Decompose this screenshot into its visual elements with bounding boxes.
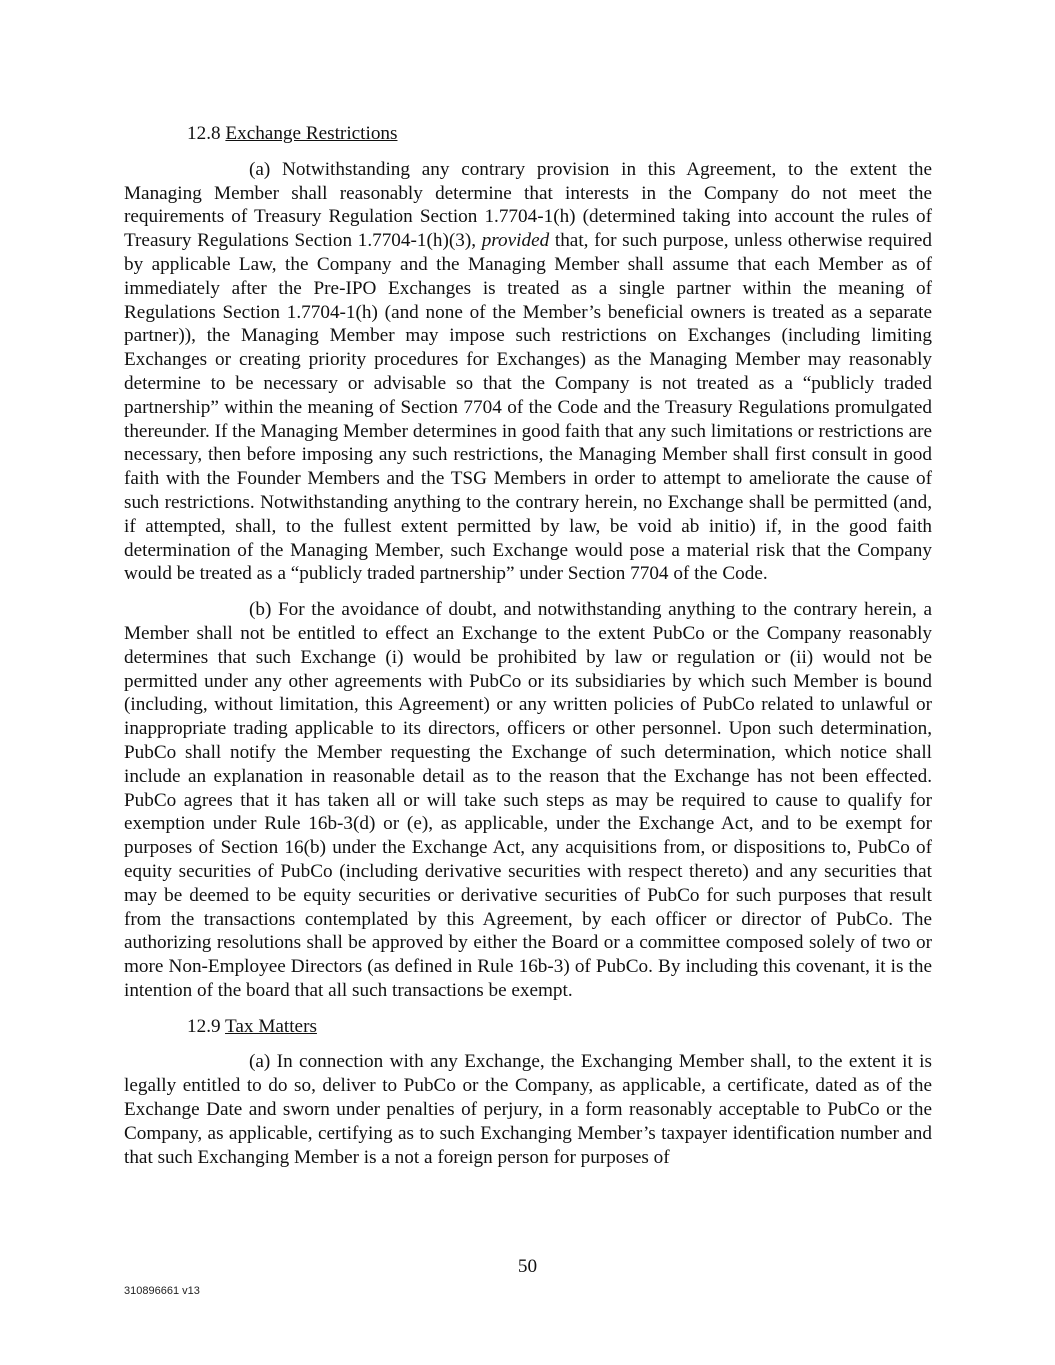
page-number: 50 <box>517 1256 538 1277</box>
section-12-9-paragraph-a: (a) In connection with any Exchange, the Exchanging Member shall, to the extent it is legally entitled to do so, deliver to PubCo or the Company, as applicable, a certificate, dated as of the Exchange Date and sworn under penalties of perjury, in a form reasonably acceptable to PubCo or the Company, as applicable, certifying as to such Exchanging Member’s taxpayer identification number and that such Exchanging Member is a not a foreign person for purposes of <box>124 1051 932 1168</box>
document-body <box>124 122 932 1181</box>
section-12-9-heading <box>124 1015 932 1039</box>
section-number: 12.8 <box>187 123 221 144</box>
section-12-8-paragraph-a <box>124 158 932 586</box>
section-title: Tax Matters <box>225 1015 317 1037</box>
section-title: Exchange Restrictions <box>225 123 398 144</box>
document-id: 310896661 v13 <box>124 1285 200 1297</box>
section-12-8-paragraph-b: (b) For the avoidance of doubt, and notwithstanding anything to the contrary herein, a Member shall not be entitled to effect an Exchange to the extent PubCo or the Company reasonably determines that such Exchange (i) would be prohibited by law or regulation or (ii) would not be permitted under any other agreements with PubCo or its subsidiaries by which such Member is bound (including, without limitation, this Agreement) or any written policies of PubCo related to unlawful or inappropriate trading applicable to its directors, officers or other personnel. Upon such determination, PubCo shall notify the Member requesting the Exchange of such determination, which notice shall include an explanation in reasonable detail as to the reason that the Exchange has not been effected. PubCo agrees that it has taken all or will take such steps as may be required to cause to qualify for exemption under Rule 16b-3(d) or (e), as applicable, under the Exchange Act, and to be exempt for purposes of Section 16(b) under the Exchange Act, any acquisitions from, or dispositions to, PubCo of equity securities of PubCo (including derivative securities with respect thereto) and any securities that may be deemed to be equity securities or derivative securities of PubCo for such purposes that result from the transactions contemplated by this Agreement, by each officer or director of PubCo. The authorizing resolutions shall be approved by either the Board or a committee composed solely of two or more Non-Employee Directors (as defined in Rule 16b-3) of PubCo. By including this covenant, it is the intention of the board that all such transactions be exempt. <box>124 599 932 1001</box>
paragraph-text: that, for such purpose, unless otherwise required by applicable Law, the Company and the Managing Member shall assume that each Member as of immediately after the Pre-IPO Exchanges is treated as a single partner within the meaning of Regulations Section 1.7704-1(h) (and none of the Member’s beneficial owners is treated as a separate partner)), the Managing Member may impose such restrictions on Exchanges (including limiting Exchanges or creating priority procedures for Exchanges) as the Managing Member may reasonably determine to be necessary or advisable so that the Company is not treated as a “publicly traded partnership” within the meaning of Section 7704 of the Code and the Treasury Regulations promulgated thereunder. If the Managing Member determines in good faith that any such limitations or restrictions are necessary, then before imposing any such restrictions, the Managing Member shall first consult in good faith with the Founder Members and the TSG Members in order to attempt to ameliorate the cause of such restrictions. Notwithstanding anything to the contrary herein, no Exchange shall be permitted (and, if attempted, shall, to the fullest extent permitted by law, be void ab initio) if, in the good faith determination of the Managing Member, such Exchange would pose a material risk that the Company would be treated as a “publicly traded partnership” under Section 7704 of the Code. <box>124 230 933 585</box>
section-12-8-heading <box>124 122 932 146</box>
italic-term: provided <box>481 230 550 252</box>
paragraph-text: (a) Notwithstanding any contrary provision in this Agreement, to the extent the Managing Member shall reasonably determine that interests in the Company do not meet the requirements of Treasury Regulation Section 1.7704-1(h) (determined taking into account the rules of Treasury Regulations Section 1.7704-1(h)(3), <box>124 158 932 252</box>
section-number: 12.9 <box>187 1015 221 1037</box>
